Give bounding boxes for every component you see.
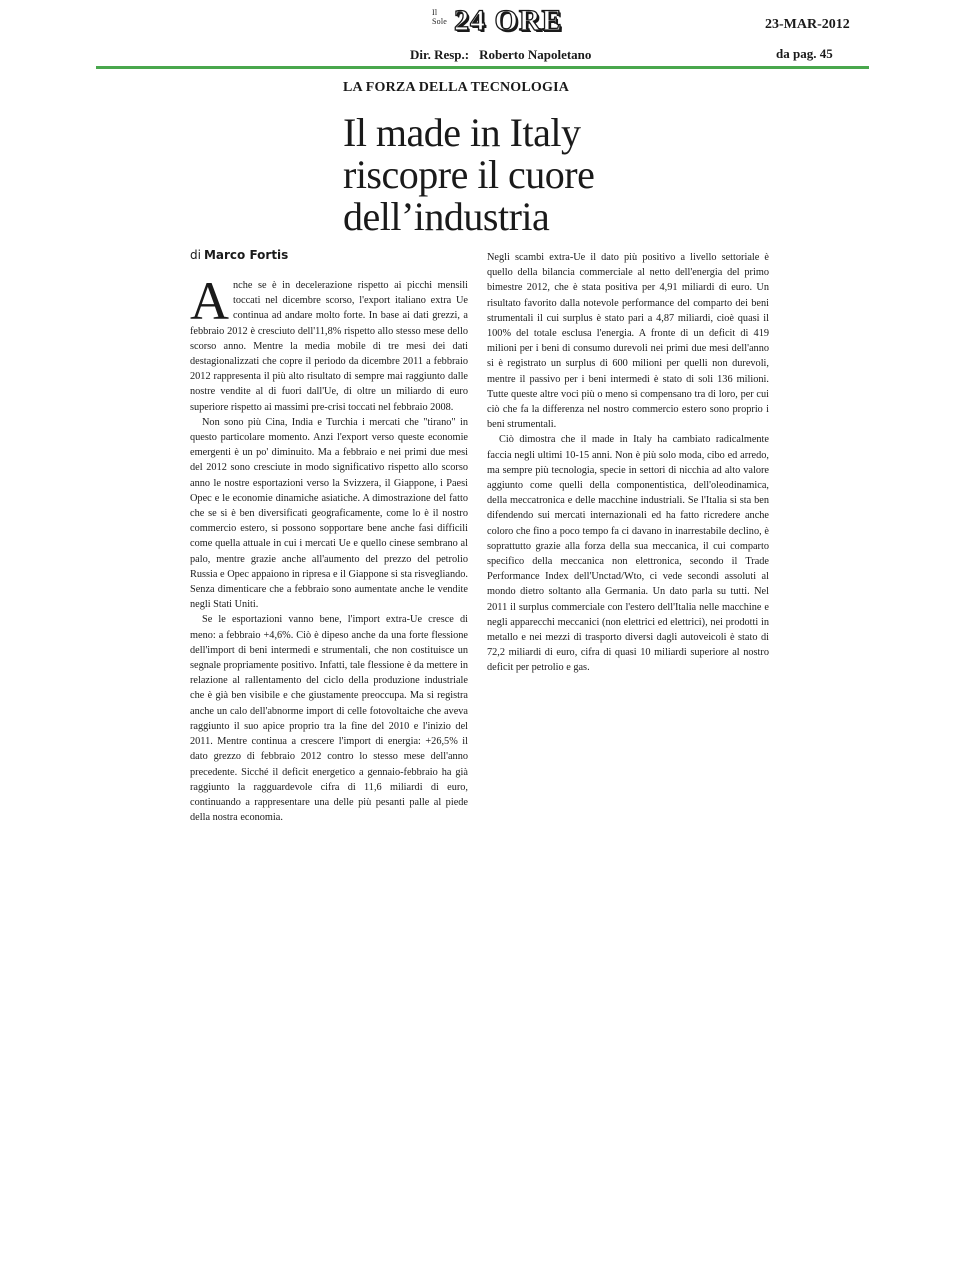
headline-line: Il made in Italy [343,110,581,155]
article-paragraph: Ciò dimostra che il made in Italy ha cambiato radicalmente faccia negli ultimi 10-15 anni. Non è più solo moda, cibo ed arredo, ma sempre più tecnologia, specie in settori di nicchia ad alto valore aggiunto come quelli della componentistica, dell'oleodinamica, della meccatronica e delle macchine industriali. Se l'Italia si sta ben difendendo sui mercati internazionali ed ha fatto ricredere anche coloro che fino a poco tempo fa ci davano in inarrestabile declino, è soprattutto grazie alla forza della sua meccanica, il cui comparto specifico della meccanica non elettronica, secondo il Trade Performance Index dell'Unctad/Wto, ci vede secondi assoluti al mondo dietro soltanto alla Germania. Un dato parla su tutti. Nel 2011 il surplus commerciale con l'estero dell'Italia nelle macchine e negli apparecchi meccanici (non elettrici ed elettrici), nei prodotti in metallo e nei mezzi di trasporto diversi dagli autoveicoli è stato di 72,2 miliardi di euro, cifra di quasi 10 miliardi superiore al nostro deficit per petrolio e gas. [487,434,769,674]
byline-prefix: di [190,248,201,262]
drop-cap: A [190,271,229,331]
logo-big-text: 24 ORE [454,4,563,37]
article-kicker: LA FORZA DELLA TECNOLOGIA [343,80,570,95]
article-paragraph: Negli scambi extra-Ue il dato più positivo a livello settoriale è quello della bilancia commerciale al netto dell'energia del primo bimestre 2012, che è stata positiva per 4,91 miliardi di euro. Un risultato favorito dalla notevole performance del comparto dei beni strumentali il cui surplus è stato pari a 4,87 miliardi, cioè quasi il 100% del totale esclusa l'energia. A fronte di un deficit di 419 milioni per i beni di consumo durevoli nei primi due mesi dell'anno si è registrato un surplus di 600 milioni per quelli non durevoli, mentre il passivo per i beni intermedi è stato di soli 136 milioni. Tutte queste altre voci più o meno si compensano tra di loro, per cui ciò che fa la differenza nel nostro commercio estero sono proprio i beni strumentali. [487,252,769,431]
header-divider [96,66,869,69]
paragraph-text: nche se è in decelerazione rispetto ai picchi mensili toccati nel dicembre scorso, l'export italiano extra Ue continua ad andare molto forte. In base ai dati grezzi, a febbraio 2012 è cresciuto dell'11,8% rispetto allo stesso mese dello scorso anno. Mentre la media mobile di tre mesi dei dati destagionalizzati che copre il periodo da dicembre 2011 a febbraio 2012 rappresenta il più alto risultato di sempre mai raggiunto dalle nostre vendite al di fuori dall'Ue, di oltre un miliardo di euro superiore rispetto ai massimi pre-crisi toccati nel febbraio 2008. [190,280,468,413]
director-name: Roberto Napoletano [479,47,592,62]
author-name: Marco Fortis [203,248,289,262]
article-paragraph: Se le esportazioni vanno bene, l'import extra-Ue cresce di meno: a febbraio +4,6%. Ciò è dipeso anche da una forte flessione dell'import di beni intermedi e strumentali, che non costituisce un segnale propriamente positivo. Infatti, tale flessione è da mettere in relazione al rallentamento del ciclo della produzione industriale che è già ben visibile e che giustamente preoccupa. Ma si registra anche un calo dell'abnorme import di celle fotovoltaiche che aveva raggiunto il suo apice proprio tra la fine del 2010 e l'inizio del 2011. Mentre continua a crescere l'import di energia: +26,5% il dato grezzo di febbraio 2012 contro lo stesso mese dell'anno precedente. Sicché il deficit energetico a gennaio-febbraio ha già raggiunto la ragguardevole cifra di 11,6 miliardi di euro, continuando a rappresentare una delle più pesanti palle al piede della nostra economia. [190,614,468,824]
page-reference: da pag. 45 [776,46,833,61]
article-column-right [487,250,769,676]
article-column-left [190,271,468,825]
director-line [410,47,591,63]
headline-line: riscopre il cuore [343,152,595,197]
logo-small-text: Il Sole [432,8,448,26]
article-headline [343,112,763,238]
headline-line: dell’industria [343,194,550,239]
director-label: Dir. Resp.: [410,47,470,62]
byline [190,248,288,262]
article-paragraph [190,271,468,415]
publication-date: 23-MAR-2012 [765,17,850,32]
article-paragraph: Non sono più Cina, India e Turchia i mercati che "tirano" in questo particolare momento. Anzi l'export verso queste economie emergenti è un po' diminuito. Ma a febbraio e nei primi due mesi del 2012 sono cresciute in modo significativo rispetto allo scorso anno le nostre esportazioni verso la Svizzera, il Giappone, i Paesi Opec e le economie dinamiche asiatiche. A dimostrazione del fatto che se si è ben diversificati geograficamente, come lo è il nostro commercio estero, si possono sopportare bene anche fasi difficili come quella attuale in cui i mercati Ue e quello cinese sembrano al palo, mentre grazie anche all'aumento del prezzo del petrolio Russia e Opec appaiono in ripresa e il Giappone si sta risvegliando. Senza dimenticare che a febbraio sono aumentate anche le vendite negli Stati Uniti. [190,416,468,611]
